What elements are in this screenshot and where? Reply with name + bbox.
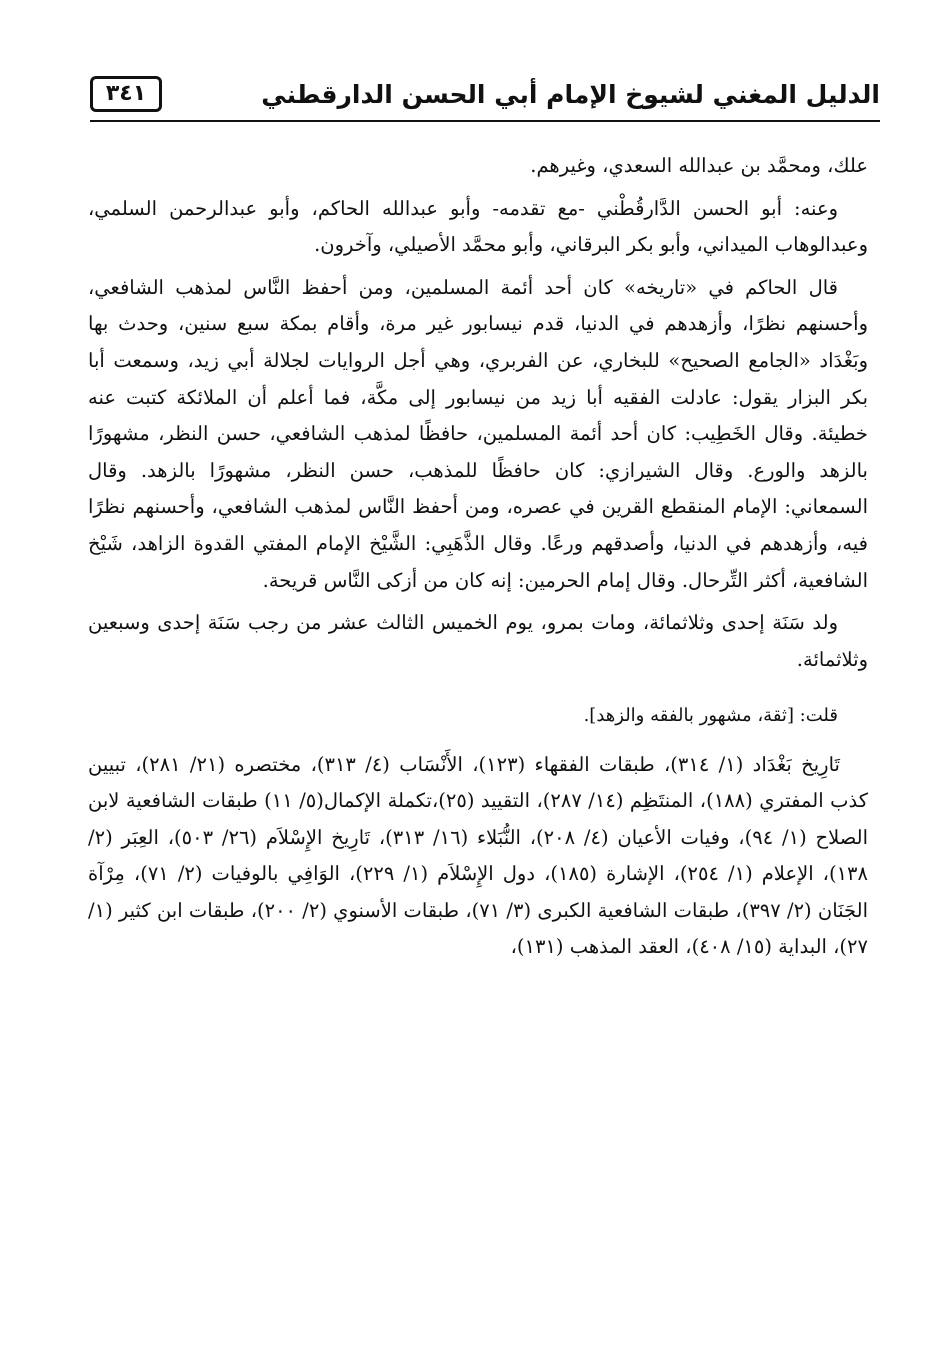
page-number: ٣٤١: [105, 81, 147, 106]
references-list: تَارِيخ بَغْدَاد (١/ ٣١٤)، طبقات الفقهاء (١٢٣)، الأَنْسَاب (٤/ ٣١٣)، مختصره (٢١/ ٢٨١)، تبيين كذب المفتري (١٨٨)، المنتَظِم (١٤/ ٢٨٧)، التقييد (٢٥)،تكملة الإكمال(٥/ ١١) طبقات الشافعية لابن الصلاح (١/ ٩٤)، وفيات الأعيان (٤/ ٢٠٨)، النُّبَلاء (١٦/ ٣١٣)، تَارِيخ الإِسْلاَم (٢٦/ ٥٠٣)، العِبَر (٢/ ١٣٨)، الإعلام (١/ ٢٥٤)، الإشارة (١٨٥)، دول الإِسْلاَم (١/ ٢٢٩)، الوَافِي بالوفيات (٢/ ٧١)، مِرْآة الجَنَان (٢/ ٣٩٧)، طبقات الشافعية الكبرى (٣/ ٧١)، طبقات الأسنوي (٢/ ٢٠٠)، طبقات ابن كثير (١/ ٢٧)، البداية (١٥/ ٤٠٨)، العقد المذهب (١٣١)،: [88, 752, 868, 958]
header-divider: [90, 120, 880, 122]
page-number-frame: [90, 76, 162, 112]
paragraph-narrators: وعنه: أبو الحسن الدَّارقُطْني -مع تقدمه- وأبو عبدالله الحاكم، وأبو عبدالرحمن السلمي، وعبدالوهاب الميداني، وأبو بكر البرقاني، وأبو محمَّد الأصيلي، وآخرون.: [88, 196, 868, 257]
paragraph-birth-death: ولد سَنَة إحدى وثلاثمائة، ومات بمرو، يوم الخميس الثالث عشر من رجب سَنَة إحدى وسبعين وثلاثمائة.: [88, 611, 868, 671]
page-body: [88, 148, 868, 965]
paragraph-biography: قال الحاكم في «تاريخه» كان أحد أئمة المسلمين، ومن أحفظ النَّاس لمذهب الشافعي، وأحسنهم نظرًا، وأزهدهم في الدنيا، قدم نيسابور غير مرة، وأقام بمكة سبع سنين، وحدث بها وبَغْدَاد «الجامع الصحيح» للبخاري، عن الفربري، وهي أجل الروايات لجلالة أبي زيد، وسمعت أبا بكر البزار يقول: عادلت الفقيه أبا زيد من نيسابور إلى مكَّة، فما أعلم أن الملائكة كتبت عنه خطيئة. وقال الخَطِيب: كان أحد أئمة المسلمين، حافظًا لمذهب الشافعي، حسن النظر، مشهورًا بالزهد والورع. وقال الشيرازي: كان حافظًا للمذهب، حسن النظر، مشهورًا بالزهد. وقال السمعاني: الإمام المنقطع القرين في عصره، ومن أحفظ النَّاس لمذهب الشافعي، وأحسنهم نظرًا فيه، وأزهدهم في الدنيا، وأصدقهم ورعًا. وقال الذَّهَبِي: الشَّيْخ الإمام المفتي القدوة الزاهد، شَيْخ الشافعية، أكثر التِّرحال. وقال إمام الحرمين: إنه كان من أزكى النَّاس قريحة.: [88, 275, 868, 592]
author-note: قلت: [ثقة، مشهور بالفقه والزهد].: [583, 705, 838, 727]
running-header: [90, 70, 880, 124]
book-title: الدليل المغني لشيوخ الإمام أبي الحسن الدارقطني: [261, 80, 880, 109]
paragraph-continuation: علك، ومحمَّد بن عبدالله السعدي، وغيرهم.: [530, 154, 868, 177]
